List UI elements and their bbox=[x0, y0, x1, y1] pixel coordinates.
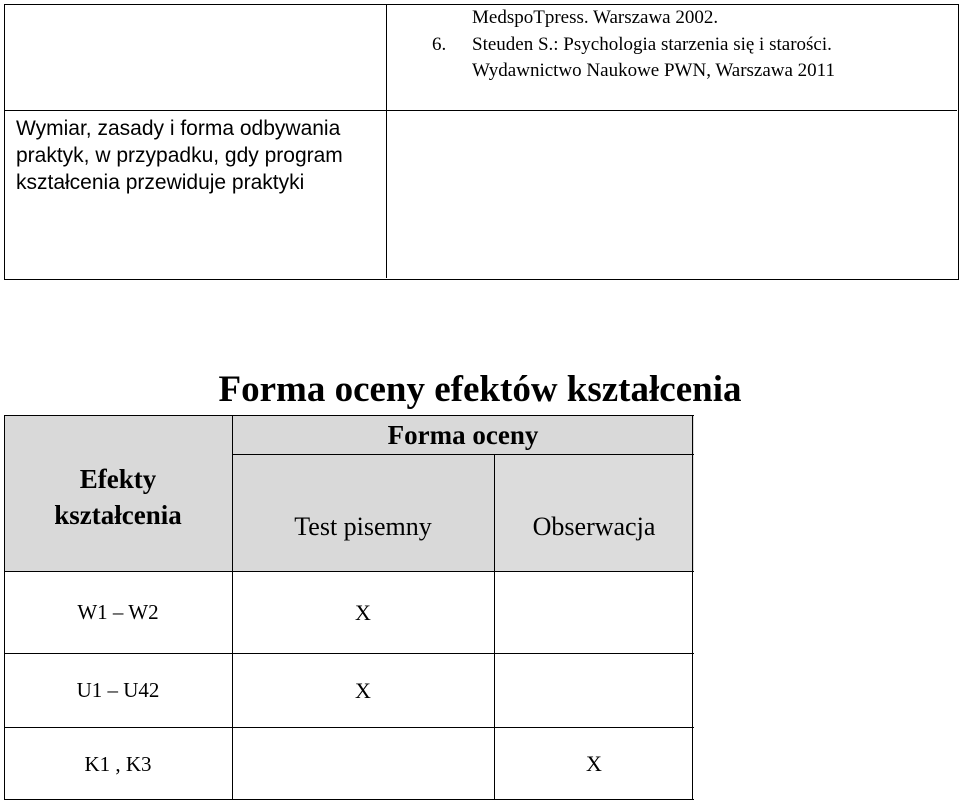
table-row-test bbox=[232, 728, 494, 800]
column-divider bbox=[386, 4, 387, 278]
reference-item-6-number: 6. bbox=[432, 34, 447, 55]
row-divider bbox=[4, 110, 957, 111]
table-row-test: X bbox=[355, 677, 371, 703]
table-row-obserwacja: X bbox=[586, 751, 602, 776]
table-row-efekt: W1 – W2 bbox=[77, 600, 159, 624]
header-test-pisemny: Test pisemny bbox=[294, 512, 432, 541]
table-row-obserwacja bbox=[494, 654, 694, 727]
reference-item-6-publisher: Wydawnictwo Naukowe PWN, Warszawa 2011 bbox=[472, 60, 835, 81]
praktyki-value bbox=[400, 120, 940, 260]
table-row-test: X bbox=[355, 599, 371, 625]
assessment-table bbox=[4, 415, 694, 800]
section-title: Forma oceny efektów kształcenia bbox=[218, 369, 742, 410]
header-efekty-ksztalcenia: Efekty kształcenia bbox=[54, 464, 182, 530]
reference-item-6-text: Steuden S.: Psychologia starzenia się i starości. bbox=[472, 34, 832, 55]
table-row-efekt: U1 – U42 bbox=[76, 678, 160, 702]
table-row-obserwacja bbox=[494, 572, 694, 653]
praktyki-label: Wymiar, zasady i forma odbywania praktyk, w przypadku, gdy program kształcenia przewiduje praktyki bbox=[16, 117, 343, 194]
header-forma-oceny: Forma oceny bbox=[387, 420, 539, 450]
table-row-efekt: K1 , K3 bbox=[84, 751, 152, 776]
reference-line-1: MedspoTpress. Warszawa 2002. bbox=[472, 7, 719, 28]
header-obserwacja: Obserwacja bbox=[532, 512, 656, 541]
